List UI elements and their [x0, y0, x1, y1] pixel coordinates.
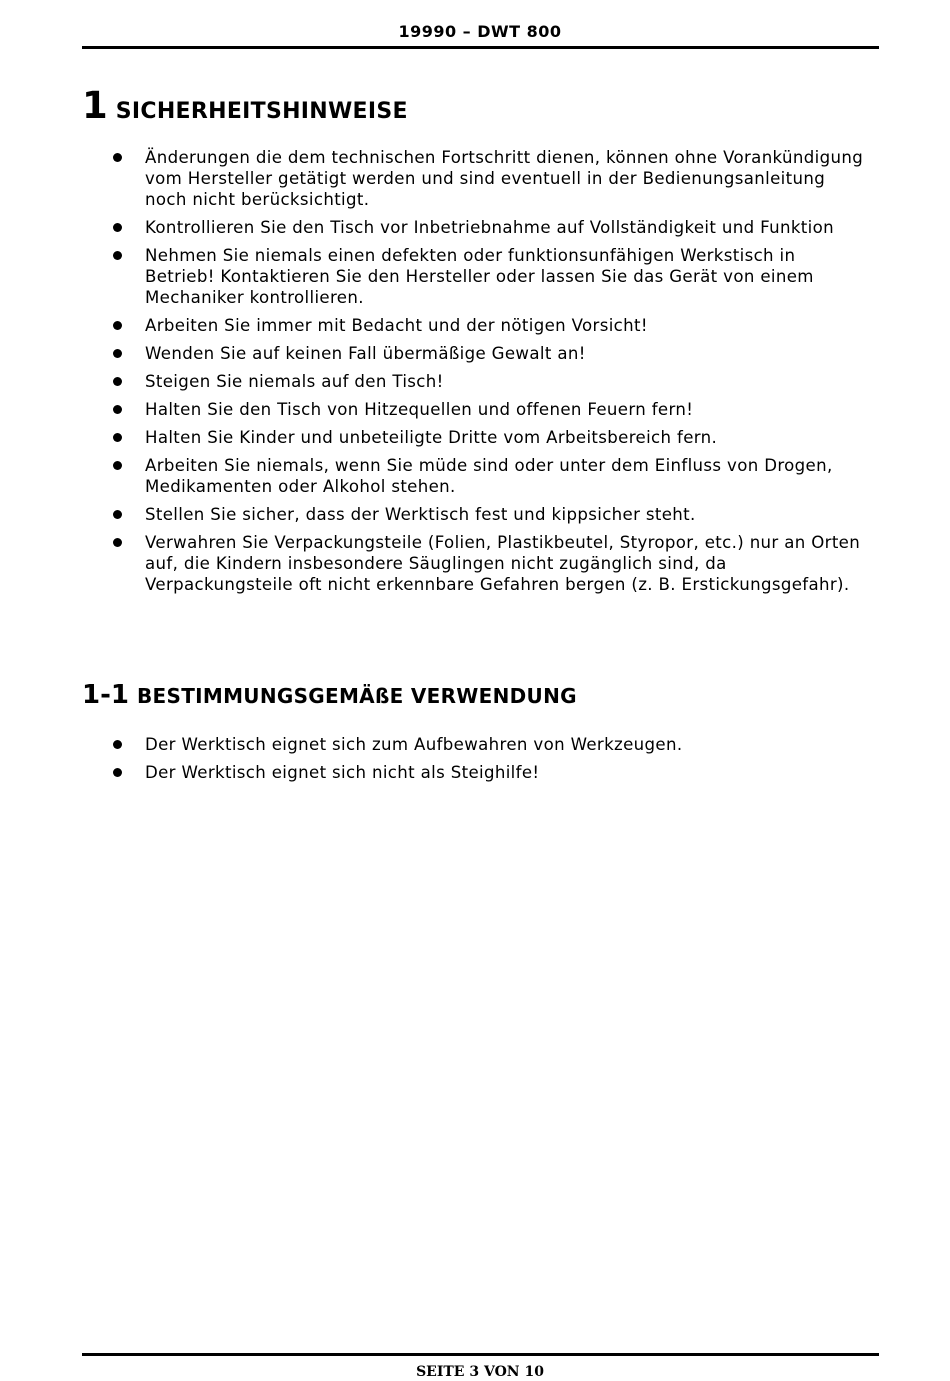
list-item-text: Stellen Sie sicher, dass der Werktisch fest und kippsicher steht. — [145, 505, 696, 524]
list-item-text: Wenden Sie auf keinen Fall übermäßige Gewalt an! — [145, 344, 586, 363]
list-item-text: Steigen Sie niemals auf den Tisch! — [145, 372, 444, 391]
list-item — [110, 427, 870, 448]
list-item — [110, 762, 870, 783]
list-item-text: Arbeiten Sie immer mit Bedacht und der nötigen Vorsicht! — [145, 316, 648, 335]
list-item-text: Verwahren Sie Verpackungsteile (Folien, Plastikbeutel, Styropor, etc.) nur an Orten auf, die Kindern insbesondere Säuglingen nicht zugänglich sind, da Verpackungsteile oft nicht erkennbare Gefahren bergen (z. B. Erstickungsgefahr). — [145, 533, 861, 594]
intended-use-list — [110, 734, 870, 790]
list-item-text: Der Werktisch eignet sich nicht als Steighilfe! — [145, 763, 540, 782]
list-item — [110, 455, 870, 497]
footer-rule — [82, 1353, 879, 1356]
safety-instructions-list — [110, 147, 870, 602]
list-item — [110, 343, 870, 364]
section-heading-intended-use — [82, 680, 577, 710]
list-item — [110, 399, 870, 420]
list-item-text: Der Werktisch eignet sich zum Aufbewahren von Werkzeugen. — [145, 735, 683, 754]
list-item — [110, 504, 870, 525]
header-rule — [82, 46, 879, 49]
bullet-icon — [113, 251, 122, 260]
list-item-text: Kontrollieren Sie den Tisch vor Inbetriebnahme auf Vollständigkeit und Funktion — [145, 218, 834, 237]
bullet-icon — [113, 349, 122, 358]
list-item-text: Änderungen die dem technischen Fortschritt dienen, können ohne Vorankündigung vom Hersteller getätigt werden und sind eventuell in der Bedienungsanleitung noch nicht berücksichtigt. — [145, 148, 864, 209]
section-number: 1 — [82, 84, 108, 127]
section-number: 1-1 — [82, 680, 129, 710]
list-item — [110, 532, 870, 595]
bullet-icon — [113, 740, 122, 749]
bullet-icon — [113, 153, 122, 162]
list-item — [110, 734, 870, 755]
bullet-icon — [113, 377, 122, 386]
list-item — [110, 245, 870, 308]
document-header-title: 19990 – DWT 800 — [398, 22, 562, 41]
section-heading-safety — [82, 84, 408, 127]
list-item-text: Halten Sie Kinder und unbeteiligte Dritte vom Arbeitsbereich fern. — [145, 428, 718, 447]
list-item — [110, 371, 870, 392]
bullet-icon — [113, 461, 122, 470]
list-item-text: Arbeiten Sie niemals, wenn Sie müde sind oder unter dem Einfluss von Drogen, Medikamenten oder Alkohol stehen. — [145, 456, 833, 496]
section-title: SICHERHEITSHINWEISE — [115, 99, 408, 124]
list-item — [110, 147, 870, 210]
bullet-icon — [113, 433, 122, 442]
bullet-icon — [113, 510, 122, 519]
bullet-icon — [113, 538, 122, 547]
bullet-icon — [113, 768, 122, 777]
bullet-icon — [113, 405, 122, 414]
page-number: SEITE 3 VON 10 — [416, 1364, 544, 1380]
list-item-text: Halten Sie den Tisch von Hitzequellen und offenen Feuern fern! — [145, 400, 694, 419]
bullet-icon — [113, 223, 122, 232]
list-item — [110, 217, 870, 238]
bullet-icon — [113, 321, 122, 330]
list-item-text: Nehmen Sie niemals einen defekten oder funktionsunfähigen Werkstisch in Betrieb! Kontaktieren Sie den Hersteller oder lassen Sie das Gerät von einem Mechaniker kontrollieren. — [145, 246, 814, 307]
list-item — [110, 315, 870, 336]
section-title: BESTIMMUNGSGEMÄßE VERWENDUNG — [136, 684, 577, 708]
